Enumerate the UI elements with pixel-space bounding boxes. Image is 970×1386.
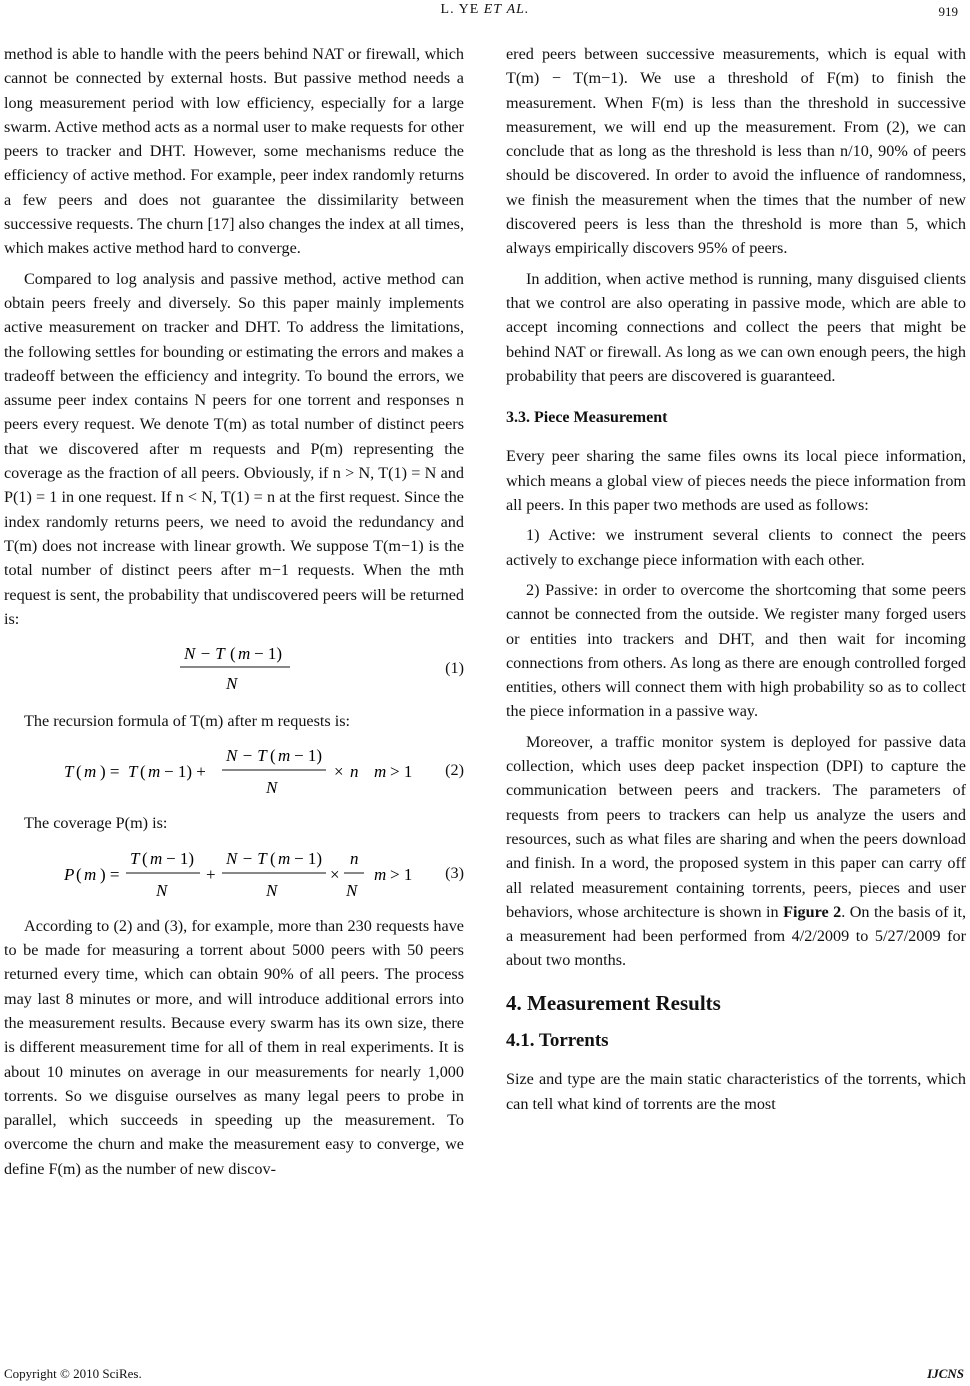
svg-text:T: T xyxy=(128,762,138,782)
svg-text:m: m xyxy=(374,762,387,782)
paragraph: 1) Active: we instrument several clients to connect the peers actively to exchange piece information with each other. xyxy=(506,526,966,569)
equation-1-formula xyxy=(4,637,304,699)
figure-reference: Figure 2 xyxy=(783,902,842,921)
right-column xyxy=(506,42,966,1122)
paragraph: ered peers between successive measurements, which is equal with T(m) − T(m−1). We use a threshold of F(m) to finish the measurement. When F(m) is less than the threshold in successive measurement, we will end up the measurement. From (2), we can conclude that as long as the threshold is less than n/10, 90% of peers should be discovered. In order to avoid the influence of randomness, we finish the measurement when the times that the number of new discovered peers is less than the threshold is more than 5, which always empirically discovers 95% of peers. xyxy=(506,45,966,258)
equation-number: (2) xyxy=(445,761,464,780)
svg-text:N: N xyxy=(226,674,238,694)
paragraph: Size and type are the main static characteristics of the torrents, which can tell what kind of torrents are the most xyxy=(506,1070,966,1113)
svg-text:P: P xyxy=(64,864,75,884)
svg-text:) =: ) = xyxy=(100,864,120,884)
svg-text:m: m xyxy=(278,848,291,868)
svg-text:− 1): − 1) xyxy=(166,848,194,868)
svg-text:(: ( xyxy=(270,848,276,868)
section-heading-4: 4. Measurement Results xyxy=(506,990,721,1015)
svg-text:m: m xyxy=(278,746,291,766)
svg-text:n: n xyxy=(350,848,359,868)
svg-text:m: m xyxy=(374,864,387,884)
paragraph: Every peer sharing the same files owns its local piece information, which means a global view of pieces needs the piece information from all peers. In this paper two methods are used as follows: xyxy=(506,447,966,515)
svg-text:m: m xyxy=(84,864,97,884)
svg-text:> 1: > 1 xyxy=(390,864,413,884)
svg-text:×: × xyxy=(330,864,340,884)
svg-text:N: N xyxy=(346,880,358,900)
svg-text:(: ( xyxy=(230,644,236,664)
svg-text:N: N xyxy=(266,778,278,798)
svg-text:− 1) +: − 1) + xyxy=(164,762,206,782)
svg-text:m: m xyxy=(148,762,161,782)
svg-text:− 1): − 1) xyxy=(294,746,322,766)
svg-text:N − T: N − T xyxy=(226,746,267,766)
svg-text:N − T: N − T xyxy=(184,644,225,664)
svg-text:T: T xyxy=(130,848,140,868)
svg-text:N − T: N − T xyxy=(226,848,267,868)
svg-text:(: ( xyxy=(142,848,148,868)
paragraph: Compared to log analysis and passive method, active method can obtain peers freely and diversely. So this paper mainly implements active measurement on tracker and DHT. To address the limitations, the following settles for bounding or estimating the errors and makes a tradeoff between the efficiency and integrity. To bound the errors, we assume peer index contains N peers for one torrent and responses n peers every request. We denote T(m) as total number of distinct peers that we discovered after m requests and P(m) representing the coverage as the fraction of all peers. Obviously, if n > N, T(1) = N and P(1) = 1 in one request. If n < N, T(1) = n at the first request. Since the index randomly returns peers, we need to avoid the redundancy and T(m) does not increase with linear growth. We suppose T(m−1) is the total number of distinct peers after m−1 requests. When the mth request is sent, the probability that undiscovered peers will be returned is: xyxy=(4,269,464,628)
paragraph: 2) Passive: in order to overcome the shortcoming that some peers cannot be connected from the outside. We register many forged users or entities into trackers and DHT, and then wait for incoming connections from others. As long as there are enough controlled forged entities, others will connect them with high probability so as to collect the piece information in a passive way. xyxy=(506,580,966,721)
svg-text:> 1: > 1 xyxy=(390,762,413,782)
svg-text:− 1): − 1) xyxy=(294,848,322,868)
svg-text:(: ( xyxy=(270,746,276,766)
section-heading-4-1: 4.1. Torrents xyxy=(506,1029,609,1051)
svg-text:(: ( xyxy=(76,864,82,884)
svg-text:(: ( xyxy=(76,762,82,782)
svg-text:+: + xyxy=(206,864,216,884)
svg-text:− 1): − 1) xyxy=(254,644,282,664)
left-column xyxy=(4,42,464,1187)
equation-3 xyxy=(4,842,464,904)
equation-number: (1) xyxy=(445,658,464,677)
running-title: L. YE ET AL. xyxy=(440,2,530,17)
svg-text:m: m xyxy=(150,848,163,868)
paragraph: The recursion formula of T(m) after m requests is: xyxy=(24,712,351,731)
svg-text:) =: ) = xyxy=(100,762,120,782)
paragraph: method is able to handle with the peers behind NAT or firewall, which cannot be connected by external hosts. But passive method needs a long measurement period with low efficiency, especially for a large swarm. Active method acts as a normal user to make requests for other peers to tracker and DHT. However, some mechanisms reduce the efficiency of active method. For example, peer index randomly returns a few peers and does not guarantee the dissimilarity between successive requests. The churn [17] also changes the index at all times, which makes active method hard to converge. xyxy=(4,45,464,258)
svg-text:N: N xyxy=(266,880,278,900)
equation-number: (3) xyxy=(445,863,464,882)
section-heading-3-3: 3.3. Piece Measurement xyxy=(506,409,668,427)
paragraph: According to (2) and (3), for example, more than 230 requests have to be made for measuring a torrent about 5000 peers with 50 peers returned every time, which can obtain 90% of all peers. The process may last 8 minutes or more, and will introduce additional errors into the measurement results. Because every swarm has its own size, there is different measurement time for all of them in real experiments. It is about 10 minutes on average in our measurements for nearly 1,000 torrents. So we disguise ourselves as many legal peers to probe in parallel, which succeeds in speeding up the measurement. To overcome the churn and make the measurement easy to converge, we define F(m) as the number of new discov- xyxy=(4,916,464,1178)
equation-2-formula xyxy=(4,739,424,801)
svg-text:m: m xyxy=(238,644,251,664)
journal-name: IJCNS xyxy=(927,1366,964,1381)
equation-1 xyxy=(4,637,464,699)
svg-text:n: n xyxy=(350,762,359,782)
svg-text:×: × xyxy=(334,762,344,782)
copyright: Copyright © 2010 SciRes. xyxy=(4,1366,142,1381)
svg-text:m: m xyxy=(84,762,97,782)
svg-text:T: T xyxy=(64,762,74,782)
paragraph: The coverage P(m) is: xyxy=(24,814,168,833)
svg-text:N: N xyxy=(156,880,168,900)
paragraph: Moreover, a traffic monitor system is deployed for passive data collection, which uses deep packet inspection (DPI) to capture the communication between peers and trackers. The parameters of requests from peers to trackers can help us analyze the users and resources, such as what files are sharing and when the peers download and finish. In a word, the proposed system in this paper can carry off all related measurement containing torrents, peers, pieces and user behaviors, whose architecture is shown in Figure 2. On the basis of it, a measurement had been performed from 4/2/2009 to 5/27/2009 for about two months. xyxy=(506,732,966,970)
equation-2 xyxy=(4,739,464,801)
paragraph: In addition, when active method is running, many disguised clients that we control are also operating in passive mode, which are able to accept incoming connections and collect the peers that might be behind NAT or firewall. As long as we can own enough peers, the high probability that peers are discovered is guaranteed. xyxy=(506,269,966,385)
page-number: 919 xyxy=(938,4,958,19)
page-header xyxy=(0,2,970,26)
svg-text:(: ( xyxy=(140,762,146,782)
equation-3-formula xyxy=(4,842,424,904)
